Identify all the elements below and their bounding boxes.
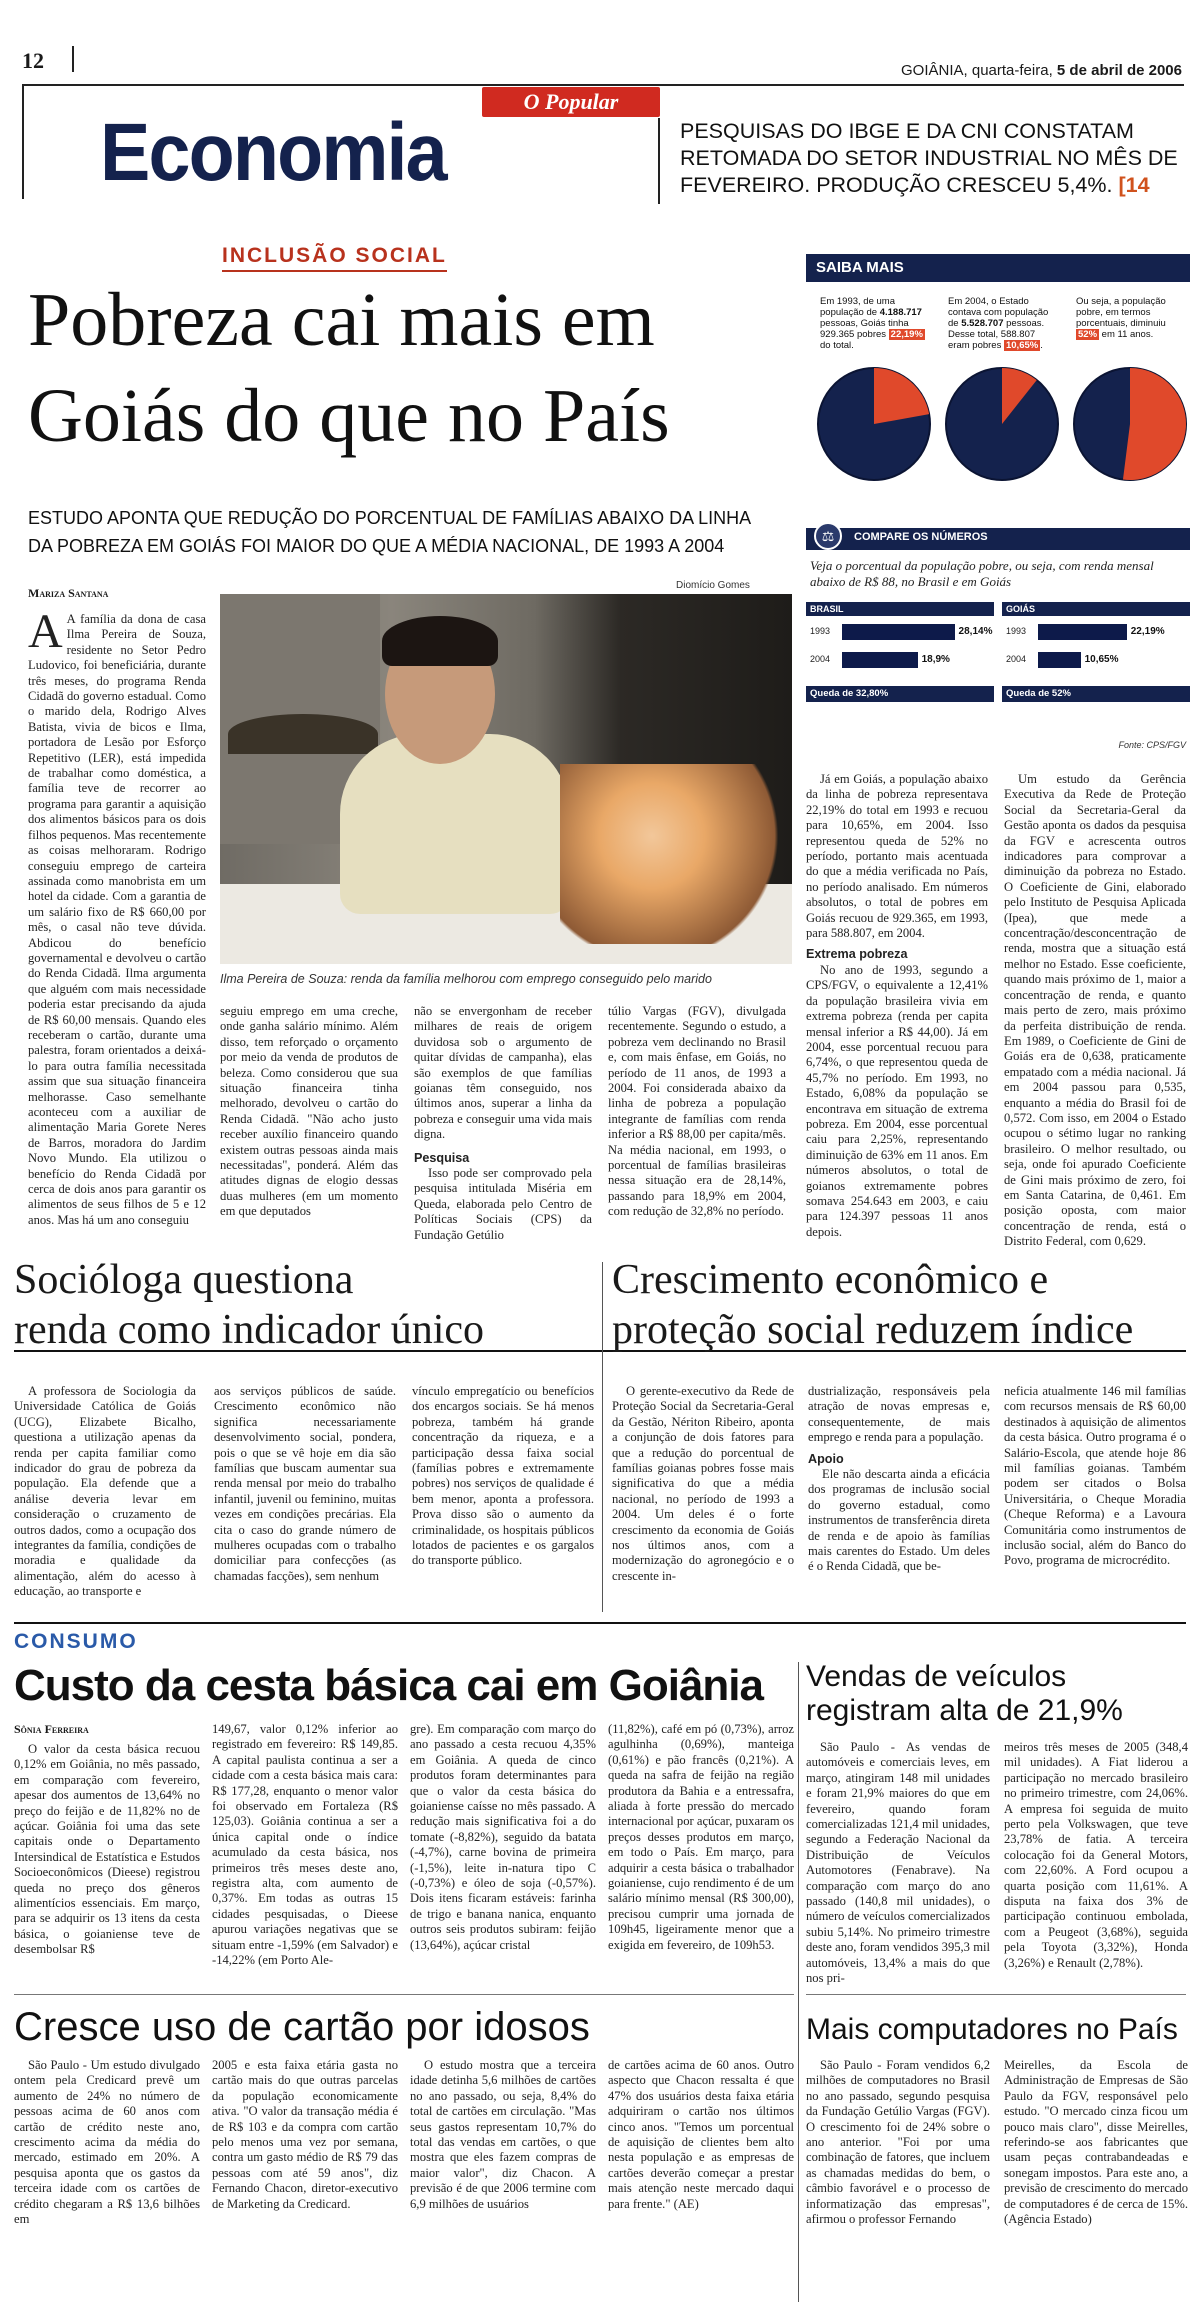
bar-year-label: 1993 (1006, 626, 1027, 636)
saiba-mais-box (806, 254, 1190, 760)
main-headline-1: Pobreza cai mais em (28, 278, 655, 362)
pie-note-3: Ou seja, a população pobre, em termos porcentuais, diminuiu 52% em 11 anos. (1076, 296, 1166, 340)
cartao-col-3: O estudo mostra que a terceira idade detinha 5,6 milhões de cartões no ano passado, ou seja, 8,4% do total de cartões em circulação. "Mas seus gastos representam 10,7% do total das vendas em cartões, o que mostra que eles fazem compras de maior valor", diz Chacon. A previsão é de que 2006 termine com 6,9 milhões de usuários (410, 2058, 596, 2211)
saiba-mais-title: SAIBA MAIS (806, 254, 1190, 282)
brasil-label: BRASIL (806, 602, 994, 616)
pie-note-1: Em 1993, de uma população de 4.188.717 pessoas, Goiás tinha 929.365 pobres 22,19% do total. (820, 296, 923, 351)
pie-charts (806, 354, 1190, 494)
compare-title: COMPARE OS NÚMEROS (854, 531, 988, 543)
photo-credit: Diomício Gomes (676, 580, 750, 591)
photo-ilma (220, 594, 792, 964)
left-story-col-1: A professora de Sociologia da Universidade Católica de Goiás (UCG), Elizabete Bicalho, questiona a utilização apenas da renda per capita familiar como indicador do grau de pobreza da população. Ela defende que a análise deveria levar em consideração o cruzamento de outros dados, como a ocupação dos integrantes da família, condições de moradia e qualidade da alimentação, além do acesso à educação, ao transporte e (14, 1384, 196, 1599)
goias-label: GOIÁS (1002, 602, 1190, 616)
main-col-1-text: A família da dona de casa Ilma Pereira de Souza, residente no Setor Pedro Ludovico, foi beneficiária, durante três meses, do programa Renda Cidadã do governo estadual. Como o marido dela, Rodrigo Alves Batista, vivia de bicos e Ilma, portadora de Lesão por Esforço Repetitivo (LER), está impedida de trabalhar como doméstica, a família teve de recorrer ao programa para garantir a aquisição dos alimentos básicos para os dois filhos pequenos. Mas recentemente as coisas melhoraram. Rodrigo conseguiu emprego de carteira assinada como manobrista em um hotel da cidade. Com a garantia de um salário fixo de R$ 660,00 por mês, o casal não teve dúvida. Abdicou do benefício governamental e devolveu o cartão do Renda Cidadã. Ilma argumenta que alguém com mais necessidade poderia estar precisando da ajuda de R$ 60,00 mensais. Quando eles receberam o cartão, durante uma palestra, foram orientados a deixá-lo para outra família necessitada assim que sua situação financeira melhorasse. Caso semelhante aconteceu com a auxiliar de alimentação Maria Gorete Neres de Barros, moradora do Jardim Novo Mundo. Ela utilizou o benefício do Renda Cidadã por cerca de dois anos para garantir os alimentos de seus filhos de 5 e 12 anos. Mas há um ano conseguiu (28, 612, 206, 1227)
main-col-1 (28, 612, 206, 1340)
brasil-bars (806, 620, 994, 680)
right-story-col-2: dustrialização, responsáveis pela atração de novas empresas e, consequentemente, de mais emprego e renda para a população. Apoio Ele não descarta ainda a eficácia dos programas de inclusão social do governo estadual, como instrumentos de transferência direta de renda e de apoio às famílias mais carentes do Estado. Um deles é o Renda Cidadã, que be- (808, 1384, 990, 1574)
bar-value-label: 10,65% (1084, 654, 1119, 665)
main-col-3-text: não se envergonham de receber milhares de reais de origem duvidosa sob o argumento de quitar dívidas de campanha), elas são exemplos de que famílias goianas têm conseguido, nos últimos anos, superar a linha da pobreza e conseguir uma vida mais digna. (414, 1004, 592, 1142)
brasil-queda: Queda de 32,80% (806, 686, 994, 702)
compare-header (806, 528, 1190, 550)
brand-logo: O Popular (482, 87, 660, 117)
main-col-4-text: túlio Vargas (FGV), divulgada recentemente. Segundo o estudo, a pobreza vem declinando no Brasil e, com mais ênfase, em Goiás, no período de 11 anos, de 1993 a 2004. Foi considerada abaixo da linha de pobreza a população integrante de famílias com renda inferior a R$ 88,00 per capita/mês. Na média nacional, em 1993, o porcentual de famílias brasileiras nessa situação era de 28,14%, passando para 18,9% em 2004, com redução de 32,8% no período. (608, 1004, 786, 1219)
right-story-headline-1: Crescimento econômico e (612, 1257, 1049, 1303)
main-col-5-text: Já em Goiás, a população abaixo da linha de pobreza representava 22,19% do total em 1993 e recuou para 10,65%, em 2004. Isso representou queda de 52% no período, portanto mais acentuada do que a média verificada no País, no período analisado. Em números absolutos, o total de pobres em Goiás recuou de 929.365, em 1993, para 588.807, em 2004. (806, 772, 988, 941)
computadores-headline: Mais computadores no País (806, 2013, 1178, 2046)
city-date: GOIÂNIA, quarta-feira, (901, 62, 1053, 79)
main-col-6 (1004, 772, 1186, 1340)
cartao-col-1: São Paulo - Um estudo divulgado ontem pela Credicard prevê um aumento de 24% no número de pessoas acima de 60 anos com cartão de crédito neste ano, crescimento acima da média do mercado, estimado em 20%. A pesquisa aponta que os gastos da terceira idade com os cartões de crédito chegaram a R$ 13,6 bilhões em (14, 2058, 200, 2227)
consumo-col-2: 149,67, valor 0,12% inferior ao registrado em fevereiro: R$ 149,85. A capital paulista continua a ser a cidade com a cesta básica mais cara: R$ 177,28, enquanto o menor valor foi observado em Fortaleza (R$ 125,03). Goiânia continua a ser a única capital onde o índice acumulado da cesta básica, nos primeiros três meses deste ano, registra alta, com aumento de 0,37%. Em todas as outras 15 cidades pesquisadas, o Dieese apurou variações negativas que se situam entre -1,59% (em Salvador) e -14,22% (em Porto Ale- (212, 1722, 398, 1968)
bar-value-label: 28,14% (958, 626, 993, 637)
veiculos-col-1: São Paulo - As vendas de automóveis e comerciais leves, em março, atingiram 148 mil unidades e foram 21,9% maiores do que em fevereiro, quando foram comercializadas 121,4 mil unidades, segundo a Federação Nacional da Distribuição de Veículos Automotores (Fenabrave). Na comparação com março do ano passado (140,8 mil unidades), o número de veículos comercializados subiu 5,14%. No primeiro trimestre deste ano, foram vendidos 395,3 mil automóveis, 13,4% a mais do que nos pri- (806, 1740, 990, 1986)
right-story-col-1: O gerente-executivo da Rede de Proteção Social da Secretaria-Geral da Gestão, Nériton Ribeiro, aponta a conjunção de dois fatores para que a redução do porcentual de famílias goianas pobres fosse mais significativa do que a média nacional, no período de 1993 a 2004. Um deles é o forte crescimento da economia de Goiás nos últimos anos, com a modernização do agronegócio e o crescente in- (612, 1384, 794, 1583)
date: 5 de abril de 2006 (1056, 62, 1182, 79)
brasil-panel (806, 602, 994, 710)
right-story-headline-2: proteção social reduzem índice (612, 1307, 1134, 1353)
bar-year-label: 2004 (1006, 654, 1027, 664)
teaser-text: PESQUISAS DO IBGE E DA CNI CONSTATAM RETOMADA DO SETOR INDUSTRIAL NO MÊS DE FEVEREIRO. PRODUÇÃO CRESCEU 5,4%. (680, 119, 1178, 197)
bar-value-label: 22,19% (1130, 626, 1165, 637)
veiculos-headline-1: Vendas de veículos (806, 1660, 1067, 1693)
computadores-col-1: São Paulo - Foram vendidos 6,2 milhões de computadores no Brasil no ano passado, segundo pesquisa da Fundação Getúlio Vargas (FGV). O crescimento foi de 24% sobre o ano anterior. "Foi por uma combinação de fatores, que incluem as chamadas medidas do bem, o câmbio favorável e o processo de informatização das empresas", afirmou o professor Fernando (806, 2058, 990, 2227)
page-dateline (901, 62, 1182, 79)
bar (842, 652, 918, 668)
pie-note-2: Em 2004, o Estado contava com população de 5.528.707 pessoas. Desse total, 588.807 eram pobres 10,65% . (948, 296, 1049, 351)
teaser (680, 118, 1180, 199)
bar-year-label: 2004 (810, 654, 831, 664)
right-story-col-3: neficia atualmente 146 mil famílias com recursos mensais de R$ 60,00 destinados à aquisição de alimentos da cesta básica. Outro programa é o Salário-Escola, que atende hoje 86 mil famílias goianas. Também podem ser citados o Bolsa Universitária, o Cheque Moradia (Cheque Reforma) e a Lavoura Comunitária como instrumentos de inclusão social, além do Banco do Povo, programa de microcrédito. (1004, 1384, 1186, 1568)
consumo-headline: Custo da cesta básica cai em Goiânia (14, 1661, 763, 1710)
consumo-col-3: gre). Em comparação com março do ano passado a cesta recuou 4,35% em Goiânia. A queda de cinco produtos foram determinantes para que o valor da cesta básica do goianiense caísse no mês passado. A redução mais significativa foi a do tomate (-8,82%), seguido da batata (-4,7%), carne bovina de primeira (-1,5%), leite in-natura tipo C (-0,73%) e óleo de soja (-0,57%). Dois itens ficaram estáveis: farinha de trigo e banana nanica, enquanto outros seis produtos subiram: feijão (13,64%), açúcar cristal (410, 1722, 596, 1952)
consumo-col-1: O valor da cesta básica recuou 0,12% em Goiânia, no mês passado, em comparação com fevereiro, apesar dos aumentos de 13,64% no preço do feijão e de 11,82% no de açúcar. Goiânia foi uma das sete capitais onde o Departamento Intersindical de Estatística e Estudos Socioeconômicos (Dieese) registrou queda no preço dos gêneros alimentícios essenciais. Em março, para se adquirir os 13 itens da cesta básica, o goianiense teve de desembolsar R$ (14, 1742, 200, 1957)
pie-1-slice (874, 368, 929, 424)
photo-caption: Ilma Pereira de Souza: renda da família melhorou com emprego conseguido pelo marido (220, 972, 712, 986)
cartao-col-2: 2005 e esta faixa etária gasta no cartão mais do que outras parcelas da população economicamente ativa. "O valor da transação média é de R$ 103 e da compra com cartão pelo menos uma vez por semana, contra um gasto médio de R$ 79 das pessoas com até 59 anos", diz Fernando Chacon, diretor-executivo de Marketing da Credicard. (212, 2058, 398, 2211)
main-headline-2: Goiás do que no País (28, 374, 670, 458)
source: Fonte: CPS/FGV (1118, 740, 1186, 750)
pie-3-slice (1123, 368, 1186, 480)
compare-icon: ⚖ (814, 522, 842, 550)
bar (842, 624, 955, 640)
bar-year-label: 1993 (810, 626, 831, 636)
consumo-byline: Sônia Ferreira (14, 1722, 89, 1736)
left-story-col-3: vínculo empregatício ou benefícios dos encargos sociais. Se há menos pobreza, também há grande concentração da riqueza, e a participação dessa faixa social (famílias pobres e extremamente pobres) nos serviços de qualidade é bem menor, aponta a professora. Prova disso são o aumento da criminalidade, os hospitais públicos lotados de pacientes e os gargalos do transporte público. (412, 1384, 594, 1568)
bar (1038, 624, 1127, 640)
left-story-headline-1: Socióloga questiona (14, 1257, 354, 1303)
main-col-3 (414, 1004, 592, 1340)
left-story-col-2: aos serviços públicos de saúde. Crescimento econômico não significa necessariamente desenvolvimento social, pondera, pois o que se vê hoje em dia são famílias que buscam aumentar sua renda mensal por meio do trabalho infantil, juvenil ou feminino, muitas vezes em condições precárias. Ela cita o caso do grande número de mulheres ocupadas com o trabalho domiciliar para confecções (as chamadas facções), sem nenhum (214, 1384, 396, 1583)
main-col-5 (806, 772, 988, 1340)
teaser-page: [14 (1118, 173, 1150, 197)
main-col-3b-text: Isso pode ser comprovado pela pesquisa intitulada Miséria em Queda, elaborada pelo Centro de Políticas Sociais (CPS) da Fundação Getúlio (414, 1166, 592, 1242)
cartao-col-4: de cartões acima de 60 anos. Outro aspecto que Chacon ressalta é que 47% dos usuários desta faixa etária adquiriram o cartão nos últimos cinco anos. "Temos um porcentual de aquisição de clientes bem alto nesta população e as empresas de cartões deverão começar a prestar mais atenção neste mercado daqui para frente." (AE) (608, 2058, 794, 2211)
veiculos-col-2: meiros três meses de 2005 (348,4 mil unidades). A Fiat liderou a participação no mercado brasileiro no primeiro trimestre, com 24,06%. A empresa foi seguida de muito perto pela Volkswagen, que teve 23,78% de fatia. A terceira colocação foi da General Motors, com 22,60%. A Ford ocupou a quarta posição com 11,61%. A disputa na faixa dos 3% de participação continuou embolada, com a Peugeot (3,68%), seguida pela Toyota (3,32%), Honda (3,26%) e Renault (2,78%). (1004, 1740, 1188, 1970)
main-col-3-sub: Pesquisa (414, 1150, 470, 1165)
left-story-headline-2: renda como indicador único (14, 1307, 484, 1353)
page-number: 12 (22, 48, 44, 73)
goias-queda: Queda de 52% (1002, 686, 1190, 702)
compare-text: Veja o porcentual da população pobre, ou seja, com renda mensal abaixo de R$ 88, no Brasil e em Goiás (810, 558, 1154, 589)
main-col-5b-text: No ano de 1993, segundo a CPS/FGV, o equivalente a 12,41% da população brasileira vivia em extrema pobreza (renda per capita mensal inferior a R$ 44,00). Já em 2004, esse porcentual recuou para 6,74%, o que representou queda de 45,7% no período. Em 1993, no Estado, 6,08% da população se encontrava em situação de extrema pobreza. Em 2004, esse porcentual caiu para 2,25%, representando diminuição de 63% em 11 anos. Em números absolutos, o total de goianos extremamente pobres somava 254.643 em 2003, e caiu para 124.397 pessoas 11 anos depois. (806, 962, 988, 1239)
main-kicker: INCLUSÃO SOCIAL (222, 244, 447, 272)
bar (1038, 652, 1081, 668)
bar-value-label: 18,9% (921, 654, 950, 665)
main-subtitle: ESTUDO APONTA QUE REDUÇÃO DO PORCENTUAL DE FAMÍLIAS ABAIXO DA LINHA DA POBREZA EM GOIÁS FOI MAIOR DO QUE A MÉDIA NACIONAL, DE 1993 A 2004 (28, 508, 751, 556)
consumo-col-4: (11,82%), café em pó (0,73%), arroz agulhinha (0,69%), manteiga (0,61%) e pão francês (0,21%). A queda na safra de feijão na região produtora da Bahia e a entressafra, aliada à forte pressão do mercado internacional por açúcar, puxaram os preços desses produtos em março, em todo o País. Em março, para adquirir a cesta básica o trabalhador goianiense, cujo rendimento é de um salário mínimo mensal (R$ 300,00), precisou cumprir uma jornada de 109h45, ligeiramente menor que a exigida em fevereiro, de 109h53. (608, 1722, 794, 1952)
veiculos-headline-2: registram alta de 21,9% (806, 1694, 1123, 1727)
main-col-5-sub: Extrema pobreza (806, 947, 908, 962)
goias-bars (1002, 620, 1190, 680)
right-story-sub: Apoio (808, 1451, 844, 1466)
byline: Mariza Santana (28, 586, 109, 600)
main-col-6-text: Um estudo da Gerência Executiva da Rede de Proteção Social da Secretaria-Geral da Gestão aponta os dados da pesquisa da FGV e acrescenta outros indicadores para comprovar a diminuição da pobreza no Estado. O Coeficiente de Gini, elaborado pelo Instituto de Pesquisa Aplicada (Ipea), que mede a concentração/desconcentração de renda, mostra que a situação está melhor no Estado. Esse coeficiente, quando mais próximo de 1, maior a concentração de renda, e quanto mais perto de zero, mais próximo da perfeita distribuição de renda. Em 1989, o Coeficiente de Gini de Goiás era de 0,638, praticamente empatado com a média nacional. Já em 2004 passou para 0,535, enquanto a média do Brasil foi de 0,572. Com isso, em 2004 o Estado ocupou o sétimo lugar no ranking brasileiro. O melhor resultado, ou seja, onde foi apurado Coeficiente de Gini mais próximo de zero, foi em Santa Catarina, de 0,461. Em posição oposta, com maior concentração de renda, está o Distrito Federal, com 0,629. (1004, 772, 1186, 1249)
main-col-2-text: seguiu emprego em uma creche, onde ganha salário mínimo. Além disso, tem reforçado o orçamento por meio da venda de produtos de beleza. Como considerou que sua situação financeira tinha melhorado, devolveu o cartão do Renda Cidadã. "Não acho justo receber auxílio financeiro quando existem outras pessoas ainda mais necessitadas", ponderá. Além das atitudes dignas de elogio dessas duas mulheres (em um momento em que deputados (220, 1004, 398, 1219)
section-title: Economia (100, 107, 446, 198)
computadores-col-2: Meirelles, da Escola de Administração de Empresas de São Paulo da FGV, responsável pelo estudo. "O mercado cinza ficou um pouco mais claro", disse Meirelles, referindo-se aos fabricantes que usam peças contrabandeadas e sonegam impostos. Para este ano, a previsão de crescimento do mercado de computadores é de cerca de 15%. (Agência Estado) (1004, 2058, 1188, 2227)
cartao-headline: Cresce uso de cartão por idosos (14, 2005, 590, 2049)
drop-cap: A (28, 612, 63, 658)
goias-panel (1002, 602, 1190, 710)
consumo-kicker: CONSUMO (14, 1630, 138, 1653)
